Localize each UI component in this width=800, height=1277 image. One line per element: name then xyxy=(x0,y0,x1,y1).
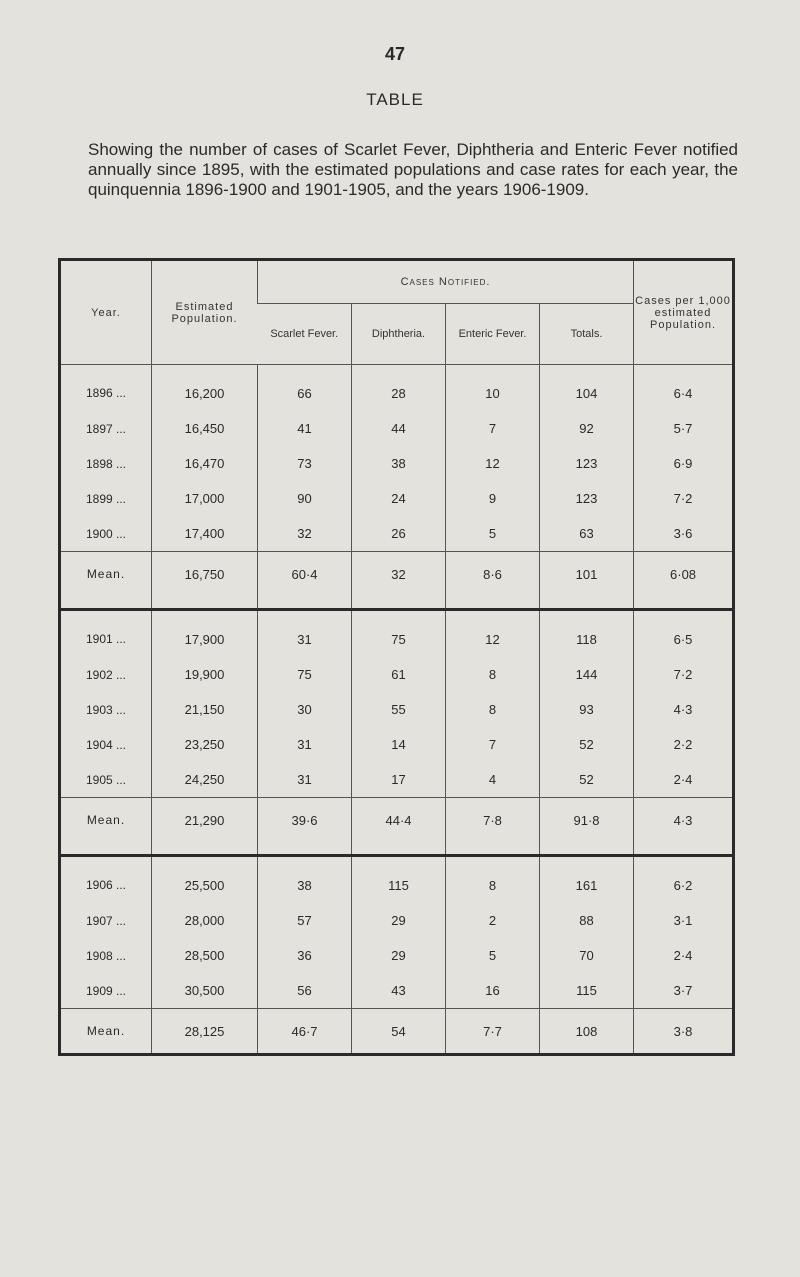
cell-rate: 6·08 xyxy=(634,552,734,597)
cell-rate: 6·4 xyxy=(634,365,734,412)
cell-population: 17,000 xyxy=(152,481,258,516)
cell-population: 21,150 xyxy=(152,692,258,727)
cell-totals: 52 xyxy=(540,762,634,798)
header-rate: Cases per 1,000 estimated Population. xyxy=(634,260,734,365)
separator-cell xyxy=(152,596,258,610)
page-title: TABLE xyxy=(366,90,424,109)
cell-rate: 7·2 xyxy=(634,481,734,516)
table-row xyxy=(60,411,734,446)
mean-row xyxy=(60,1009,734,1055)
cell-year: 1906 ... xyxy=(85,878,127,892)
cell-totals: 123 xyxy=(540,446,634,481)
table-row xyxy=(60,762,734,798)
cell-enteric: 7 xyxy=(446,411,540,446)
cell-population: 24,250 xyxy=(152,762,258,798)
cell-year: 1901 ... xyxy=(85,632,127,646)
cell-scarlet: 90 xyxy=(258,481,352,516)
cell-totals: 101 xyxy=(540,552,634,597)
table-row xyxy=(60,973,734,1009)
cell-totals: 115 xyxy=(540,973,634,1009)
table-row xyxy=(60,692,734,727)
cell-population: 28,500 xyxy=(152,938,258,973)
cell-diphtheria: 43 xyxy=(352,973,446,1009)
cell-scarlet: 36 xyxy=(258,938,352,973)
cell-totals: 123 xyxy=(540,481,634,516)
cell-year: 1902 ... xyxy=(85,667,127,682)
cell-rate: 2·4 xyxy=(634,762,734,798)
cell-diphtheria: 14 xyxy=(352,727,446,762)
cell-population: 17,400 xyxy=(152,516,258,552)
table-row xyxy=(60,903,734,938)
cell-enteric: 2 xyxy=(446,903,540,938)
cell-rate: 4·3 xyxy=(634,692,734,727)
cell-enteric: 9 xyxy=(446,481,540,516)
cell-year: 1898 ... xyxy=(85,456,127,471)
cell-totals: 52 xyxy=(540,727,634,762)
cell-scarlet: 73 xyxy=(258,446,352,481)
separator-cell xyxy=(60,596,152,610)
cell-totals: 88 xyxy=(540,903,634,938)
cell-diphtheria: 17 xyxy=(352,762,446,798)
cell-totals: 118 xyxy=(540,610,634,658)
cell-scarlet: 56 xyxy=(258,973,352,1009)
cell-year: 1899 ... xyxy=(85,491,127,506)
table-row xyxy=(60,481,734,516)
cell-diphtheria: 32 xyxy=(352,552,446,597)
cell-population: 21,290 xyxy=(152,798,258,843)
cell-rate: 2·4 xyxy=(634,938,734,973)
cell-totals: 144 xyxy=(540,657,634,692)
cell-enteric: 12 xyxy=(446,446,540,481)
separator-cell xyxy=(152,842,258,856)
cell-rate: 6·9 xyxy=(634,446,734,481)
page-number: 47 xyxy=(384,44,406,64)
cell-rate: 6·2 xyxy=(634,856,734,904)
cell-enteric: 16 xyxy=(446,973,540,1009)
cell-scarlet: 75 xyxy=(258,657,352,692)
header-year: Year. xyxy=(60,260,152,365)
cell-population: 16,750 xyxy=(152,552,258,597)
cell-diphtheria: 29 xyxy=(352,938,446,973)
cell-diphtheria: 44·4 xyxy=(352,798,446,843)
cell-totals: 161 xyxy=(540,856,634,904)
cell-scarlet: 57 xyxy=(258,903,352,938)
table-body xyxy=(60,365,734,1055)
cell-scarlet: 31 xyxy=(258,727,352,762)
cell-rate: 5·7 xyxy=(634,411,734,446)
cell-rate: 3·1 xyxy=(634,903,734,938)
cell-diphtheria: 61 xyxy=(352,657,446,692)
cell-scarlet: 32 xyxy=(258,516,352,552)
cell-year: Mean. xyxy=(60,552,152,597)
cell-population: 16,450 xyxy=(152,411,258,446)
cell-year: 1908 ... xyxy=(85,948,127,963)
cell-population: 30,500 xyxy=(152,973,258,1009)
header-enteric: Enteric Fever. xyxy=(446,304,540,365)
header-diphtheria: Diphtheria. xyxy=(352,304,446,365)
table-row xyxy=(60,856,734,904)
cell-rate: 3·7 xyxy=(634,973,734,1009)
cell-rate: 3·6 xyxy=(634,516,734,552)
separator-cell xyxy=(446,596,540,610)
cell-diphtheria: 54 xyxy=(352,1009,446,1055)
cell-scarlet: 41 xyxy=(258,411,352,446)
cell-year: 1909 ... xyxy=(85,983,127,998)
cell-enteric: 5 xyxy=(446,938,540,973)
cell-totals: 108 xyxy=(540,1009,634,1055)
cell-diphtheria: 115 xyxy=(352,856,446,904)
cell-totals: 92 xyxy=(540,411,634,446)
table-row xyxy=(60,610,734,658)
cell-diphtheria: 24 xyxy=(352,481,446,516)
mean-row xyxy=(60,798,734,843)
cell-population: 23,250 xyxy=(152,727,258,762)
cell-rate: 6·5 xyxy=(634,610,734,658)
separator-cell xyxy=(352,842,446,856)
cell-enteric: 4 xyxy=(446,762,540,798)
separator-cell xyxy=(540,596,634,610)
separator-cell xyxy=(634,842,734,856)
table-row xyxy=(60,727,734,762)
cell-diphtheria: 29 xyxy=(352,903,446,938)
table-row xyxy=(60,657,734,692)
cell-population: 16,200 xyxy=(152,365,258,412)
separator-cell xyxy=(258,842,352,856)
group-separator xyxy=(60,596,734,610)
cell-enteric: 5 xyxy=(446,516,540,552)
cell-enteric: 8 xyxy=(446,692,540,727)
header-totals: Totals. xyxy=(540,304,634,365)
cell-scarlet: 46·7 xyxy=(258,1009,352,1055)
cell-population: 19,900 xyxy=(152,657,258,692)
cell-year: Mean. xyxy=(60,798,152,843)
separator-cell xyxy=(446,842,540,856)
header-cases-notified: Cases Notified. xyxy=(258,260,634,304)
separator-cell xyxy=(634,596,734,610)
cell-diphtheria: 38 xyxy=(352,446,446,481)
cell-totals: 91·8 xyxy=(540,798,634,843)
cell-year: 1896 ... xyxy=(85,386,127,400)
cell-enteric: 7·7 xyxy=(446,1009,540,1055)
cell-diphtheria: 44 xyxy=(352,411,446,446)
separator-cell xyxy=(60,842,152,856)
cell-population: 17,900 xyxy=(152,610,258,658)
separator-cell xyxy=(258,596,352,610)
cell-scarlet: 31 xyxy=(258,762,352,798)
cell-population: 16,470 xyxy=(152,446,258,481)
cell-enteric: 8·6 xyxy=(446,552,540,597)
header-population: Estimated Population. xyxy=(152,260,258,365)
table-row xyxy=(60,365,734,412)
cell-scarlet: 30 xyxy=(258,692,352,727)
cases-table xyxy=(58,258,735,1056)
header-scarlet: Scarlet Fever. xyxy=(258,304,352,365)
cell-scarlet: 39·6 xyxy=(258,798,352,843)
separator-cell xyxy=(352,596,446,610)
table-row xyxy=(60,446,734,481)
cell-year: 1907 ... xyxy=(85,913,127,928)
cell-year: 1900 ... xyxy=(85,526,127,541)
cell-enteric: 7·8 xyxy=(446,798,540,843)
cell-diphtheria: 26 xyxy=(352,516,446,552)
cell-scarlet: 31 xyxy=(258,610,352,658)
cell-totals: 104 xyxy=(540,365,634,412)
group-separator xyxy=(60,842,734,856)
cell-scarlet: 60·4 xyxy=(258,552,352,597)
cell-population: 28,125 xyxy=(152,1009,258,1055)
cell-diphtheria: 75 xyxy=(352,610,446,658)
table-row xyxy=(60,938,734,973)
cell-diphtheria: 28 xyxy=(352,365,446,412)
cell-rate: 7·2 xyxy=(634,657,734,692)
cell-totals: 70 xyxy=(540,938,634,973)
cell-rate: 3·8 xyxy=(634,1009,734,1055)
separator-cell xyxy=(540,842,634,856)
cell-year: 1904 ... xyxy=(85,737,127,752)
cell-year: 1905 ... xyxy=(85,772,127,787)
cell-scarlet: 38 xyxy=(258,856,352,904)
cell-enteric: 10 xyxy=(446,365,540,412)
cell-year: 1903 ... xyxy=(85,702,127,717)
cell-totals: 93 xyxy=(540,692,634,727)
cell-enteric: 8 xyxy=(446,856,540,904)
cell-diphtheria: 55 xyxy=(352,692,446,727)
cell-enteric: 7 xyxy=(446,727,540,762)
cell-enteric: 12 xyxy=(446,610,540,658)
cell-population: 28,000 xyxy=(152,903,258,938)
cell-scarlet: 66 xyxy=(258,365,352,412)
mean-row xyxy=(60,552,734,597)
table-row xyxy=(60,516,734,552)
cell-rate: 2·2 xyxy=(634,727,734,762)
cell-rate: 4·3 xyxy=(634,798,734,843)
table-description: Showing the number of cases of Scarlet Fever, Diphtheria and Enteric Fever notified annually since 1895, with the estimated populations and case rates for each year, the quinquennia 1896-1900 and 1901-1905, and the years 1906-1909. xyxy=(88,140,738,199)
cell-population: 25,500 xyxy=(152,856,258,904)
cell-totals: 63 xyxy=(540,516,634,552)
cell-year: 1897 ... xyxy=(85,421,127,436)
cell-enteric: 8 xyxy=(446,657,540,692)
cell-year: Mean. xyxy=(60,1009,152,1055)
